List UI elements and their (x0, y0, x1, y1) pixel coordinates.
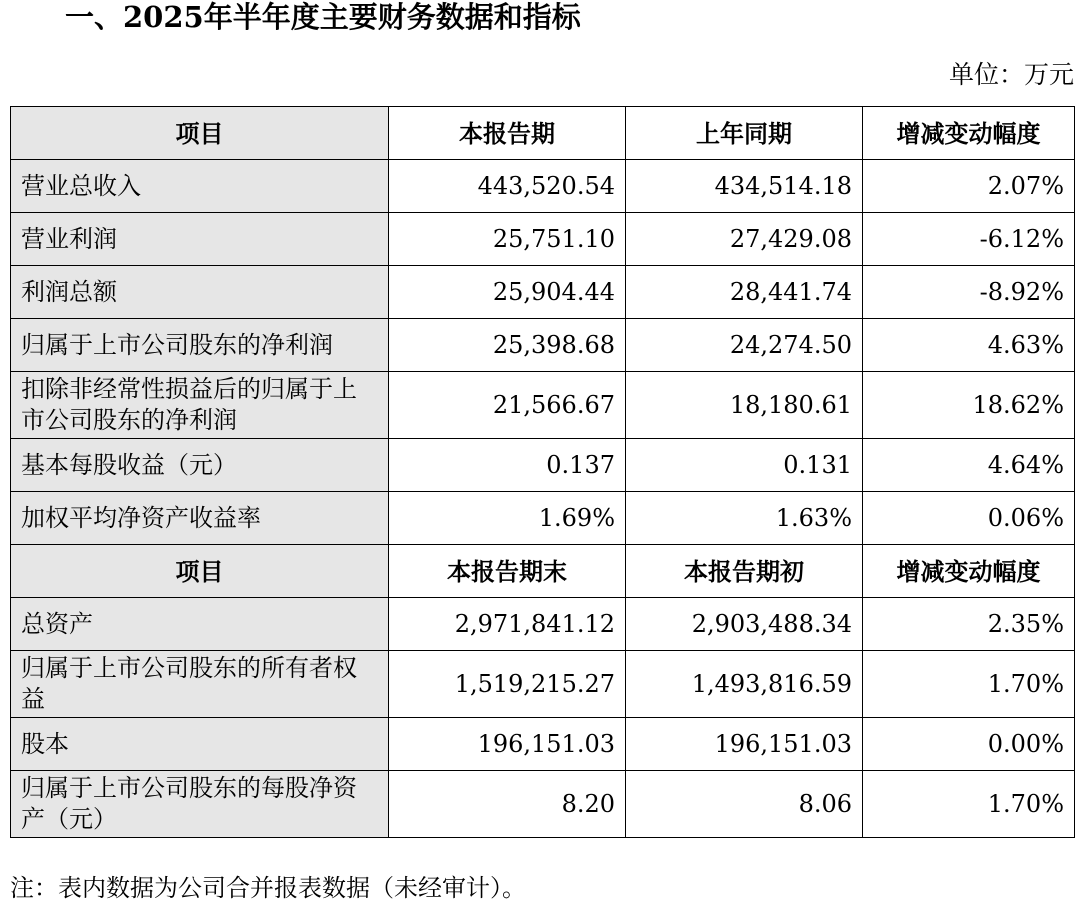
current-value: 0.137 (389, 439, 626, 492)
previous-value: 27,429.08 (626, 213, 863, 266)
previous-value: 28,441.74 (626, 266, 863, 319)
current-value: 25,904.44 (389, 266, 626, 319)
change-value: 0.06% (863, 492, 1075, 545)
current-value: 443,520.54 (389, 160, 626, 213)
current-value: 21,566.67 (389, 372, 626, 439)
table-row (11, 651, 1075, 718)
row-label: 加权平均净资产收益率 (11, 492, 389, 545)
current-value: 25,398.68 (389, 319, 626, 372)
table-row (11, 213, 1075, 266)
row-label: 营业利润 (11, 213, 389, 266)
change-value: 0.00% (863, 718, 1075, 771)
previous-value: 434,514.18 (626, 160, 863, 213)
table-header-row (11, 107, 1075, 160)
unit-label: 单位：万元 (948, 60, 1074, 89)
table-row (11, 319, 1075, 372)
table-row (11, 372, 1075, 439)
table-header-row (11, 545, 1075, 598)
previous-value: 196,151.03 (626, 718, 863, 771)
table-row (11, 266, 1075, 319)
table-row (11, 160, 1075, 213)
current-value: 1.69% (389, 492, 626, 545)
row-label: 基本每股收益（元） (11, 439, 389, 492)
current-value: 2,971,841.12 (389, 598, 626, 651)
row-label: 扣除非经常性损益后的归属于上市公司股东的净利润 (11, 372, 389, 439)
current-value: 8.20 (389, 771, 626, 838)
previous-value: 24,274.50 (626, 319, 863, 372)
change-value: -6.12% (863, 213, 1075, 266)
header-cell: 本报告期初 (626, 545, 863, 598)
header-cell: 增减变动幅度 (863, 545, 1075, 598)
header-cell: 上年同期 (626, 107, 863, 160)
previous-value: 2,903,488.34 (626, 598, 863, 651)
previous-value: 1.63% (626, 492, 863, 545)
table-row (11, 771, 1075, 838)
current-value: 1,519,215.27 (389, 651, 626, 718)
row-label: 股本 (11, 718, 389, 771)
table-row (11, 598, 1075, 651)
row-label: 总资产 (11, 598, 389, 651)
header-cell: 项目 (11, 107, 389, 160)
change-value: 4.63% (863, 319, 1075, 372)
previous-value: 8.06 (626, 771, 863, 838)
change-value: 1.70% (863, 651, 1075, 718)
previous-value: 18,180.61 (626, 372, 863, 439)
previous-value: 0.131 (626, 439, 863, 492)
row-label: 营业总收入 (11, 160, 389, 213)
header-cell: 增减变动幅度 (863, 107, 1075, 160)
financial-table (10, 106, 1075, 838)
table-row (11, 718, 1075, 771)
page-title: 一、2025年半年度主要财务数据和指标 (65, 0, 581, 34)
row-label: 归属于上市公司股东的所有者权益 (11, 651, 389, 718)
header-cell: 本报告期 (389, 107, 626, 160)
header-cell: 项目 (11, 545, 389, 598)
change-value: 1.70% (863, 771, 1075, 838)
previous-value: 1,493,816.59 (626, 651, 863, 718)
table-row (11, 439, 1075, 492)
change-value: 2.35% (863, 598, 1075, 651)
change-value: 2.07% (863, 160, 1075, 213)
change-value: 4.64% (863, 439, 1075, 492)
footnote: 注：表内数据为公司合并报表数据（未经审计）。 (10, 874, 526, 902)
change-value: -8.92% (863, 266, 1075, 319)
current-value: 25,751.10 (389, 213, 626, 266)
current-value: 196,151.03 (389, 718, 626, 771)
row-label: 归属于上市公司股东的每股净资产（元） (11, 771, 389, 838)
change-value: 18.62% (863, 372, 1075, 439)
table-row (11, 492, 1075, 545)
row-label: 归属于上市公司股东的净利润 (11, 319, 389, 372)
header-cell: 本报告期末 (389, 545, 626, 598)
row-label: 利润总额 (11, 266, 389, 319)
